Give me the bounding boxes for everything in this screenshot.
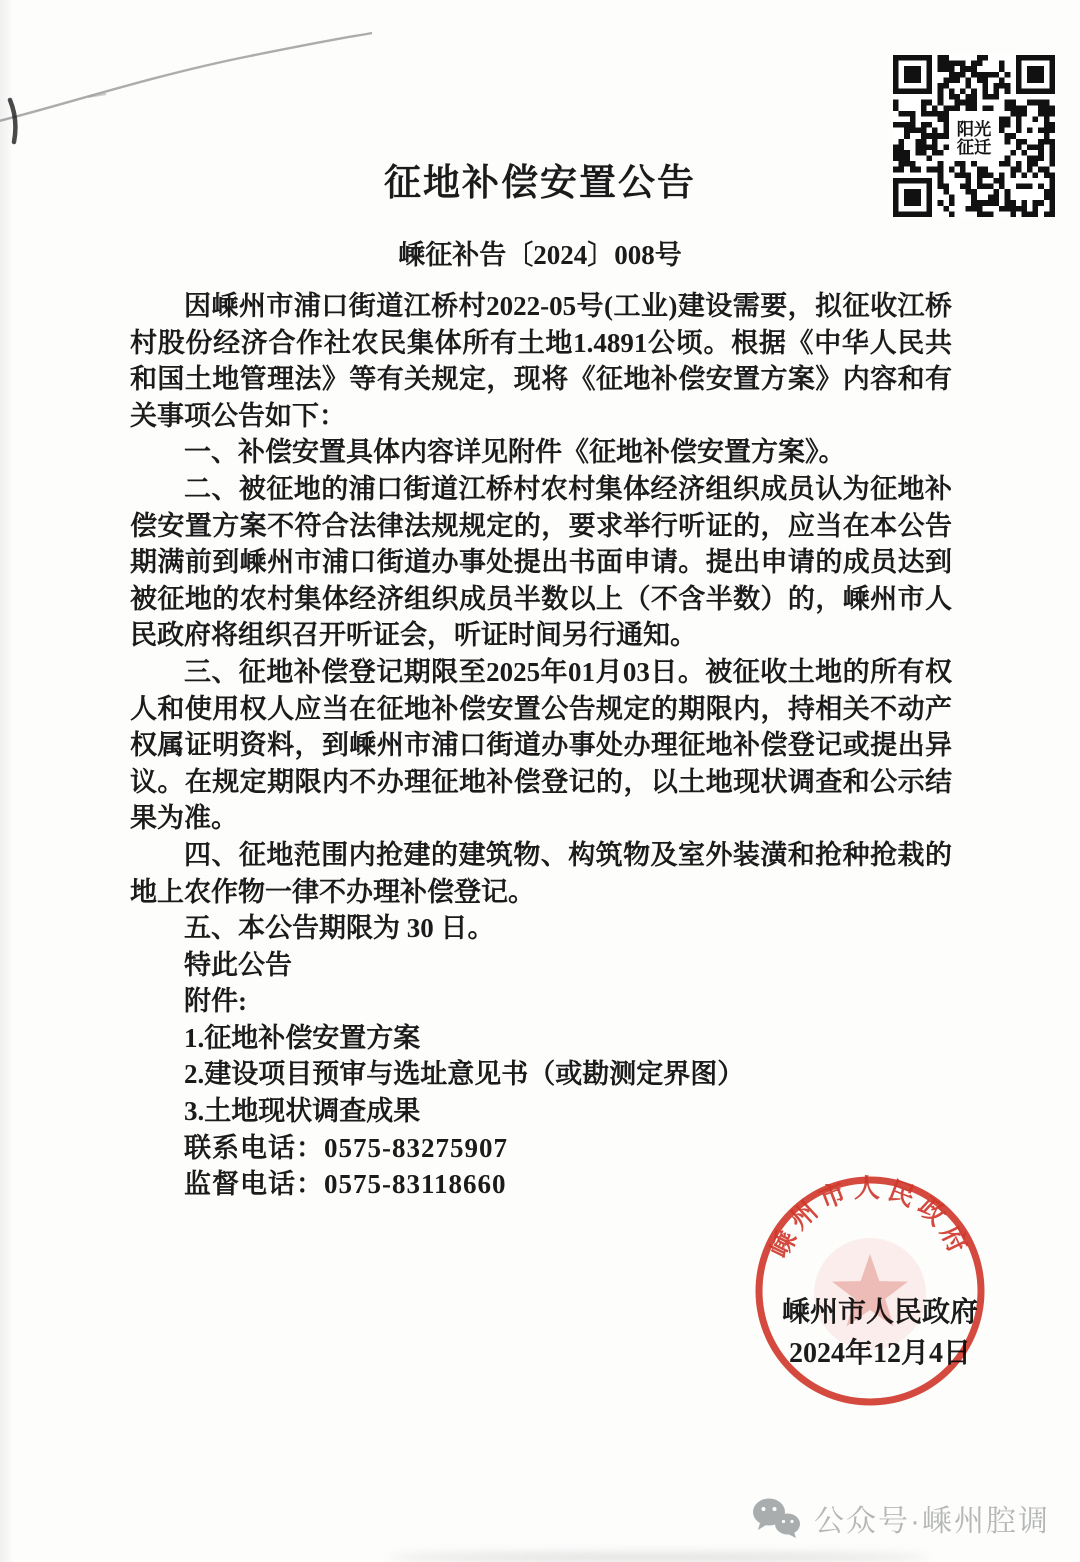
issue-date: 2024年12月4日 [788,1338,971,1369]
contact-phone: 联系电话：0575-83275907 [184,1132,508,1163]
attachment-item: 1.征地补偿安置方案 [184,1022,421,1053]
attachment-item: 2.建设项目预审与选址意见书（或勘测定界图） [184,1059,745,1090]
watermark-label: 公众号·嵊州腔调 [814,1505,1050,1538]
paragraph-item-4: 四、征地范围内抢建的建筑物、构筑物及室外装潢和抢种抢栽的地上农作物一律不办理补偿登记。 [130,839,952,907]
doc-number: 嵊征补告〔2024〕008号 [398,240,682,270]
attachments-label: 附件: [184,986,247,1017]
scan-artifact [0,0,400,160]
qr-center-text-top: 阳光 [956,119,992,139]
issuer-name: 嵊州市人民政府 [781,1297,978,1328]
paragraph-item-2: 二、被征地的浦口街道江桥村农村集体经济组织成员认为征地补偿安置方案不符合法律法规规定的，要求举行听证的，应当在本公告期满前到嵊州市浦口街道办事处提出书面申请。提出申请的成员达到被征地的农村集体经济组织成员半数以上（不含半数）的，嵊州市人民政府将组织召开听证会，听证时间另行通知。 [130,473,952,651]
scan-smudge [389,1553,929,1562]
paragraph-item-3: 三、征地补偿登记期限至2025年01月03日。被征收土地的所有权人和使用权人应当在征地补偿安置公告规定的期限内，持相关不动产权属证明资料，到嵊州市浦口街道办事处办理征地补偿登记或提出异议。在规定期限内不办理征地补偿登记的，以土地现状调查和公示结果为准。 [130,656,952,834]
supervision-phone: 监督电话：0575-83118660 [184,1169,507,1200]
wechat-icon [750,1496,802,1540]
paragraph-item-1: 一、补偿安置具体内容详见附件《征地补偿安置方案》。 [184,437,846,468]
paragraph-intro: 因嵊州市浦口街道江桥村2022-05号(工业)建设需要，拟征收江桥村股份经济合作社农民集体所有土地1.4891公顷。根据《中华人民共和国土地管理法》等有关规定，现将《征地补偿安置方案》内容和有关事项公告如下： [130,291,952,431]
watermark [750,1496,1050,1540]
document-body [130,288,952,1203]
page-title: 征地补偿安置公告 [384,163,696,204]
paragraph-item-5: 五、本公告期限为 30 日。 [184,913,495,944]
paragraph-closing: 特此公告 [184,949,292,980]
qr-center-text-bottom: 征迁 [956,137,992,157]
seal-ring-text: 嵊州市人民政府 [764,1174,976,1263]
attachment-item: 3.土地现状调查成果 [184,1096,421,1127]
official-seal [745,1166,995,1416]
